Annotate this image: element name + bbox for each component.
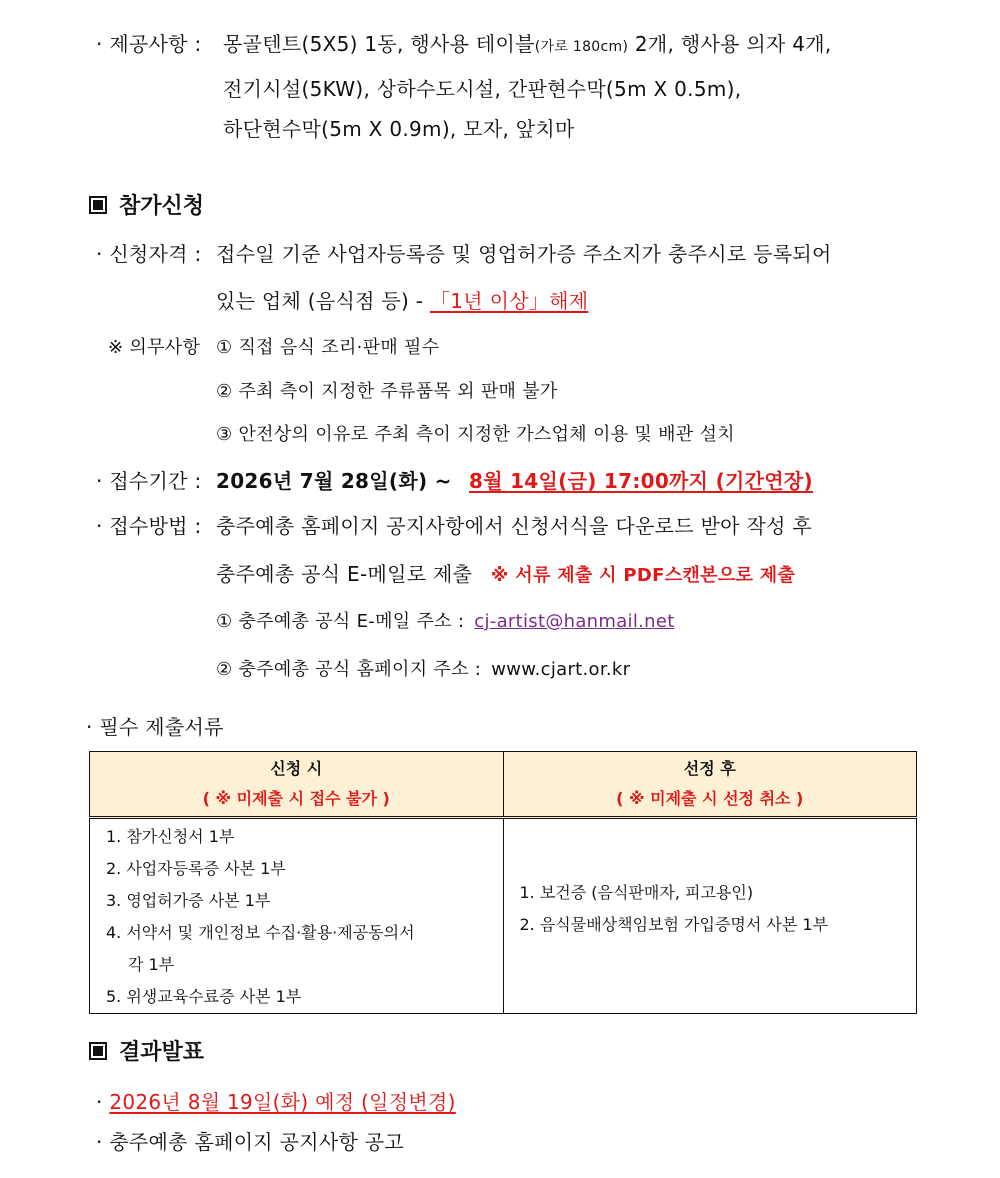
list-item: 각 1부 <box>128 955 175 974</box>
result-date-row <box>96 1088 456 1116</box>
method-line-2 <box>216 560 795 590</box>
list-item: 3. 영업허가증 사본 1부 <box>106 891 271 910</box>
period-start: 2026년 7월 28일(화) ~ <box>216 469 459 493</box>
obligation-item-3: ③ 안전상의 이유로 주최 측이 지정한 가스업체 이용 및 배관 설치 <box>216 424 735 445</box>
result-notice: · 충주예총 홈페이지 공지사항 공고 <box>96 1130 404 1154</box>
list-item: 5. 위생교육수료증 사본 1부 <box>106 987 302 1006</box>
filled-square-icon <box>89 196 107 214</box>
period-value <box>216 467 813 495</box>
col2-title: 선정 후 <box>683 759 736 778</box>
provision-line-1-small: (가로 180cm) <box>534 39 629 55</box>
method-line-1: 충주예총 홈페이지 공지사항에서 신청서식을 다운로드 받아 작성 후 <box>216 514 812 538</box>
table-header-row <box>90 752 917 818</box>
list-item: 2. 사업자등록증 사본 1부 <box>106 859 286 878</box>
period-label: · 접수기간 : <box>96 469 202 493</box>
qualification-line-1: 접수일 기준 사업자등록증 및 영업허가증 주소지가 충주시로 등록되어 <box>216 242 832 266</box>
obligations-label: ※ 의무사항 <box>108 337 201 358</box>
col2-cell <box>503 818 917 1014</box>
provision-label: · 제공사항 : <box>96 32 202 56</box>
method-label: · 접수방법 : <box>96 514 202 538</box>
col2-header <box>503 752 917 818</box>
list-item: 1. 보건증 (음식판매자, 피고용인) <box>519 883 754 902</box>
email-link[interactable]: cj-artist@hanmail.net <box>474 611 675 632</box>
period-end: 8월 14일(금) 17:00까지 (기간연장) <box>468 469 813 493</box>
email-row <box>216 608 675 636</box>
qualification-line-2-a: 있는 업체 (음식점 등) - <box>216 289 430 313</box>
obligation-item-1: ① 직접 음식 조리·판매 필수 <box>216 337 440 358</box>
provision-line-2: 전기시설(5KW), 상하수도시설, 간판현수막(5m X 0.5m), <box>223 77 742 101</box>
required-docs-table <box>89 751 917 1014</box>
method-note: ※ 서류 제출 시 PDF스캔본으로 제출 <box>490 565 796 586</box>
method-line-2-a: 충주예총 공식 E-메일로 제출 <box>216 562 473 586</box>
col1-cell <box>90 818 504 1014</box>
filled-square-icon <box>89 1042 107 1060</box>
provision-line-1 <box>223 30 832 61</box>
result-date: 2026년 8월 19일(화) 예정 (일정변경) <box>109 1090 456 1114</box>
required-docs-label: · 필수 제출서류 <box>86 715 224 739</box>
col1-note: ( ※ 미제출 시 접수 불가 ) <box>202 789 390 808</box>
list-item: 1. 참가신청서 1부 <box>106 827 235 846</box>
col1-title: 신청 시 <box>270 759 323 778</box>
homepage-url: www.cjart.or.kr <box>491 659 631 680</box>
qualification-line-2 <box>216 287 588 315</box>
list-item: 4. 서약서 및 개인정보 수집·활용·제공동의서 <box>106 923 415 942</box>
obligation-item-2: ② 주최 측이 지정한 주류품목 외 판매 불가 <box>216 381 558 402</box>
section-title-result: 결과발표 <box>119 1040 205 1065</box>
provision-line-1-a: 몽골텐트(5X5) 1동, 행사용 테이블 <box>223 32 535 56</box>
email-label: ① 충주예총 공식 E-메일 주소 : <box>216 611 465 632</box>
list-item: 2. 음식물배상책임보험 가입증명서 사본 1부 <box>519 915 829 934</box>
col1-header <box>90 752 504 818</box>
qualification-highlight: 「1년 이상」해제 <box>429 289 589 313</box>
section-heading-apply <box>89 192 204 222</box>
bullet-dot: · <box>96 1090 110 1114</box>
homepage-row <box>216 656 630 684</box>
section-heading-result <box>89 1038 204 1068</box>
provision-line-3: 하단현수막(5m X 0.9m), 모자, 앞치마 <box>223 117 575 141</box>
qualification-label: · 신청자격 : <box>96 242 202 266</box>
table-body-row <box>90 818 917 1014</box>
col2-note: ( ※ 미제출 시 선정 취소 ) <box>616 789 804 808</box>
homepage-label: ② 충주예총 공식 홈페이지 주소 : <box>216 659 482 680</box>
section-title-apply: 참가신청 <box>119 194 205 219</box>
provision-line-1-b: 2개, 행사용 의자 4개, <box>628 32 832 56</box>
